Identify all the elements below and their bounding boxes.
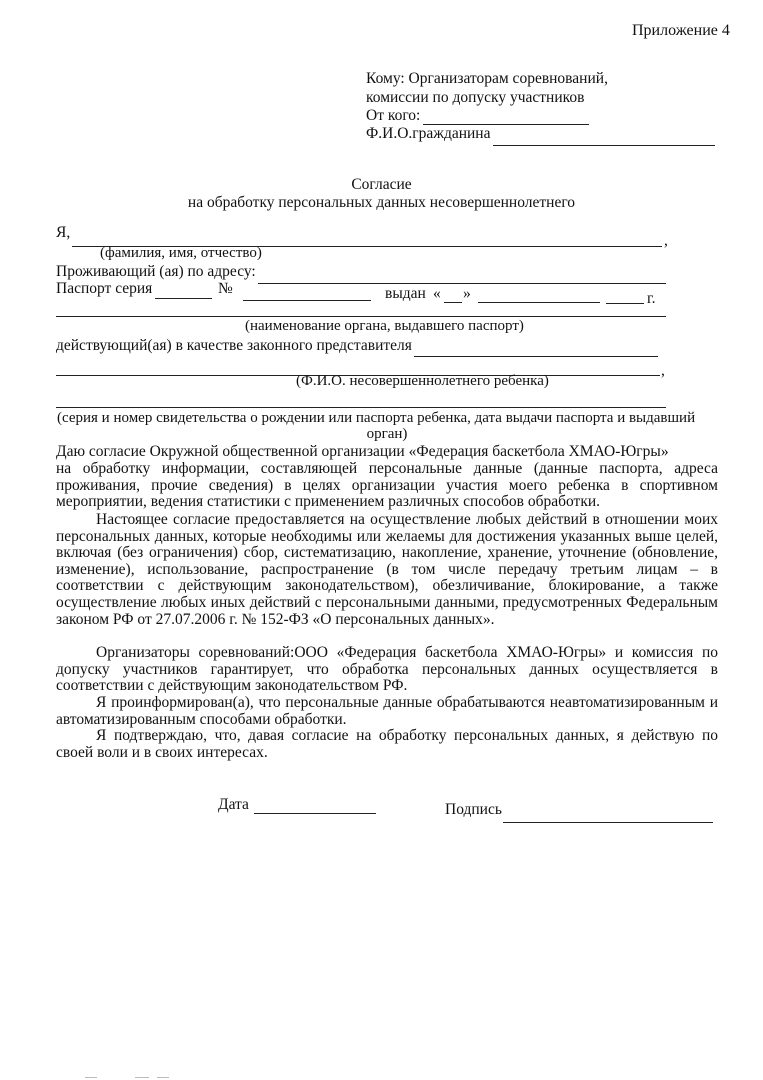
confirmation-paragraph: Я подтверждаю, что, давая согласие на обработку персональных данных, я действую по своей воли и в своих интересах. xyxy=(56,727,718,761)
from-label: От кого: xyxy=(366,107,421,124)
citizen-name-field[interactable] xyxy=(493,145,715,146)
document-hint-line1: (серия и номер свидетельства о рождении или паспорта ребенка, дата выдачи паспорта и выдавший xyxy=(57,410,696,426)
year-suffix: г. xyxy=(647,290,656,307)
fio-hint: (фамилия, имя, отчество) xyxy=(100,245,262,261)
comma: , xyxy=(664,232,668,249)
document-title: Согласие xyxy=(351,176,412,193)
date-label: Дата xyxy=(218,796,249,813)
passport-series-label: Паспорт серия xyxy=(56,280,153,297)
informed-paragraph: Я проинформирован(а), что персональные данные обрабатываются неавтоматизированным и автоматизированным способами обработки. xyxy=(56,694,718,728)
representative-field[interactable] xyxy=(414,356,658,357)
child-hint: (Ф.И.О. несовершеннолетнего ребенка) xyxy=(296,373,549,389)
number-label: № xyxy=(218,280,233,297)
issue-day-field[interactable] xyxy=(444,302,462,303)
i-label: Я, xyxy=(56,224,71,241)
addressee-to-line2: комиссии по допуску участников xyxy=(366,89,585,106)
consent-line: Даю согласие Окружной общественной организации «Федерация баскетбола ХМАО-Югры» xyxy=(56,443,669,460)
passport-number-field[interactable] xyxy=(243,300,371,301)
date-field[interactable] xyxy=(254,813,376,814)
guarantee-paragraph: Организаторы соревнований:ООО «Федерация баскетбола ХМАО-Югры» и комиссия по допуску участников гарантирует, что обработка персональных данных осуществляется в соответствии с действующим законодательством РФ. xyxy=(56,644,718,695)
quote-close: » xyxy=(463,285,471,302)
citizen-label: Ф.И.О.гражданина xyxy=(366,125,491,142)
signature-field[interactable] xyxy=(503,822,713,823)
signature-label: Подпись xyxy=(445,801,502,818)
child-comma: , xyxy=(661,362,665,379)
scan-artifact xyxy=(157,1077,169,1078)
representative-label: действующий(ая) в качестве законного представителя xyxy=(56,337,412,354)
issue-year-field[interactable] xyxy=(606,303,644,304)
addressee-to-line1: Кому: Организаторам соревнований, xyxy=(366,70,608,87)
scan-artifact xyxy=(85,1077,97,1078)
document-subtitle: на обработку персональных данных несовершеннолетнего xyxy=(187,194,576,211)
address-label: Проживающий (ая) по адресу: xyxy=(56,263,256,280)
passport-series-field[interactable] xyxy=(155,298,212,299)
document-hint-line2: орган) xyxy=(366,426,408,442)
issuer-hint: (наименование органа, выдавшего паспорт) xyxy=(245,318,524,334)
issue-month-field[interactable] xyxy=(478,302,600,303)
address-field[interactable] xyxy=(258,283,666,284)
scan-artifact xyxy=(135,1077,149,1078)
issuer-field[interactable] xyxy=(56,316,666,317)
scope-paragraph: Настоящее согласие предоставляется на осуществление любых действий в отношении моих персональных данных, которые необходимы или желаемы для достижения указанных выше целей, включая (без ограничения) сбор, систематизацию, накопление, хранение, уточнение (обновление, изменение), использование, распространение (в том числе передачу третьим лицам – в соответствии с действующим законодательством), обезличивание, блокирование, а также осуществление любых иных действий с персональными данными, предусмотренных Федеральным законом РФ от 27.07.2006 г. № 152-ФЗ «О персональных данных». xyxy=(56,511,718,628)
appendix-label: Приложение 4 xyxy=(632,22,730,39)
quote-open: « xyxy=(433,285,441,302)
issued-label: выдан xyxy=(385,285,426,302)
child-document-field[interactable] xyxy=(56,407,666,408)
consent-paragraph: на обработку информации, составляющей персональные данные (данные паспорта, адреса проживания, прочие сведения) в целях организации участия моего ребенка в спортивном мероприятии, ведения статистики с применением различных способов обработки. xyxy=(56,460,718,511)
